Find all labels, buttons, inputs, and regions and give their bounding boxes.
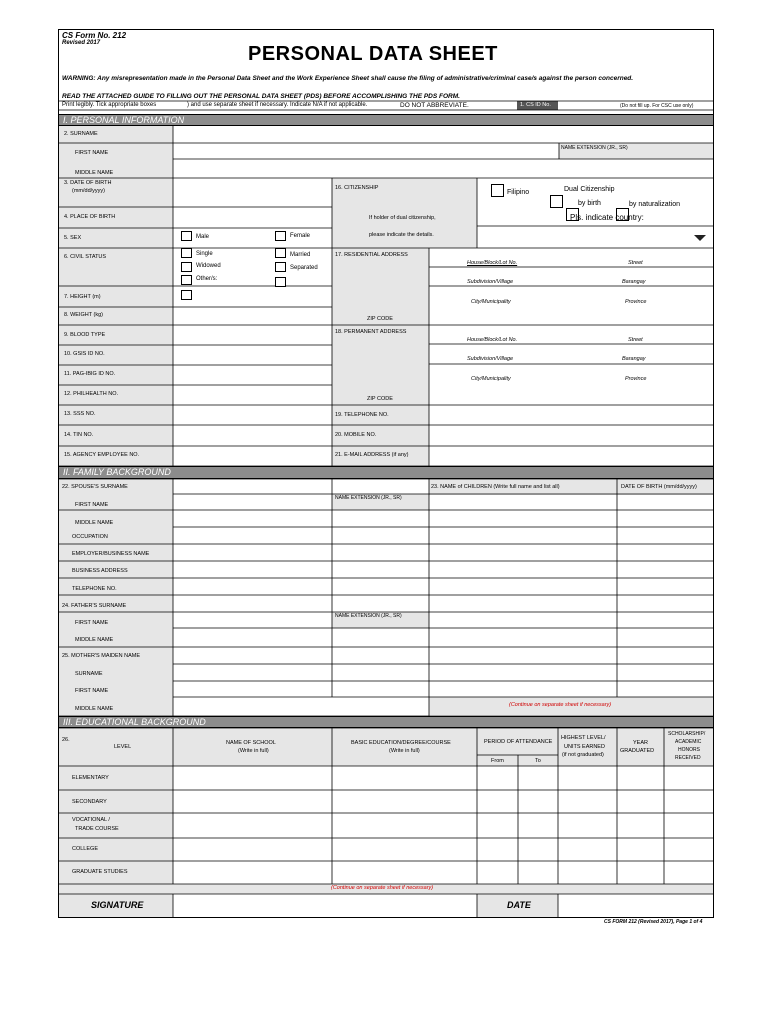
- units-earned-header: UNITS EARNED: [564, 744, 605, 750]
- education-number: 26.: [62, 737, 70, 743]
- spouse-middle-name-label: MIDDLE NAME: [75, 520, 114, 526]
- mother-maiden-name-label: 25. MOTHER'S MAIDEN NAME: [62, 653, 141, 659]
- honors-header: HONORS: [678, 747, 700, 753]
- filipino-checkbox[interactable]: [491, 184, 504, 197]
- gsis-label: 10. GSIS ID NO.: [64, 351, 105, 357]
- page-title: PERSONAL DATA SHEET: [248, 43, 498, 65]
- level-trade-course: TRADE COURSE: [75, 826, 119, 832]
- employer-label: EMPLOYER/BUSINESS NAME: [72, 551, 150, 557]
- res-house-input[interactable]: [430, 249, 712, 261]
- signature-label: SIGNATURE: [91, 900, 144, 910]
- others-checkbox[interactable]: [181, 275, 192, 285]
- res-zip-label: ZIP CODE: [367, 316, 393, 322]
- education-continue-note: (Continue on separate sheet if necessary): [331, 885, 434, 891]
- to-header: To: [535, 758, 541, 764]
- print-legibly-cont: ) and use separate sheet if necessary. Indicate N/A if not applicable.: [187, 102, 368, 108]
- do-not-abbreviate: DO NOT ABBREVIATE.: [400, 102, 469, 109]
- spouse-name-ext-label: NAME EXTENSION (JR., SR): [335, 495, 402, 501]
- level-graduate-studies: GRADUATE STUDIES: [72, 869, 128, 875]
- school-write-full: (Write in full): [238, 748, 269, 754]
- child-dob-header: DATE OF BIRTH (mm/dd/yyyy): [621, 484, 697, 490]
- res-subd-label: Subdivision/Village: [467, 279, 514, 285]
- level-header: LEVEL: [114, 744, 132, 750]
- perm-street-label: Street: [628, 337, 643, 343]
- civil-status-label: 6. CIVIL STATUS: [64, 254, 107, 260]
- first-name-label: FIRST NAME: [75, 150, 109, 156]
- middle-name-label: MIDDLE NAME: [75, 170, 114, 176]
- others-label: Other/s:: [196, 276, 218, 282]
- agency-no-label: 15. AGENCY EMPLOYEE NO.: [64, 452, 140, 458]
- agency-no-input[interactable]: [174, 447, 331, 465]
- permanent-address-label: 18. PERMANENT ADDRESS: [335, 329, 407, 335]
- mother-surname-label: SURNAME: [75, 671, 103, 677]
- pob-label: 4. PLACE OF BIRTH: [64, 214, 116, 220]
- widowed-checkbox[interactable]: [181, 262, 192, 272]
- signature-field[interactable]: [174, 895, 476, 916]
- mother-middle-name-label: MIDDLE NAME: [75, 706, 114, 712]
- weight-input[interactable]: [174, 308, 331, 324]
- course-header: BASIC EDUCATION/DEGREE/COURSE: [351, 740, 451, 746]
- cs-id-label: 1. CS ID No.: [520, 102, 551, 108]
- res-house-label: House/Block/Lot No.: [467, 260, 518, 266]
- guide-text: READ THE ATTACHED GUIDE TO FILLING OUT THE PERSONAL DATA SHEET (PDS) BEFORE ACCOMPLISHING THE PDS FORM.: [62, 93, 460, 100]
- warning-text: WARNING: Any misrepresentation made in the Personal Data Sheet and the Work Experience Sheet shall cause the filing of administrative/criminal case/s against the person concerned.: [62, 75, 634, 82]
- cs-id-input[interactable]: [558, 101, 616, 110]
- sex-label: 5. SEX: [64, 235, 82, 241]
- widowed-label: Widowed: [196, 263, 221, 269]
- philhealth-label: 12. PHILHEALTH NO.: [64, 391, 118, 397]
- section-family-background: II. FAMILY BACKGROUND: [59, 466, 713, 479]
- father-name-ext-label: NAME EXTENSION (JR., SR): [335, 613, 402, 619]
- scholarship-header: SCHOLARSHIP/: [668, 731, 706, 737]
- perm-subd-label: Subdivision/Village: [467, 356, 514, 362]
- female-checkbox[interactable]: [275, 231, 286, 241]
- married-label: Married: [290, 252, 311, 258]
- highest-level-header: HIGHEST LEVEL/: [561, 735, 606, 741]
- separated-checkbox[interactable]: [275, 262, 286, 272]
- date-label: DATE: [507, 900, 531, 910]
- level-vocational: VOCATIONAL /: [72, 817, 110, 823]
- telephone-label: 19. TELEPHONE NO.: [335, 412, 389, 418]
- telephone-no-label: TELEPHONE NO.: [72, 586, 117, 592]
- from-header: From: [491, 758, 504, 764]
- period-header: PERIOD OF ATTENDANCE: [484, 739, 553, 745]
- pagibig-label: 11. PAG-IBIG ID NO.: [64, 371, 116, 377]
- gsis-input[interactable]: [174, 346, 331, 364]
- revised-label: Revised 2017: [62, 40, 101, 46]
- indicate-country-label: Pls. indicate country:: [570, 213, 644, 222]
- country-select[interactable]: [478, 227, 712, 247]
- date-field[interactable]: [559, 895, 712, 916]
- female-label: Female: [290, 233, 311, 239]
- graduated-header: GRADUATED: [620, 748, 655, 754]
- pagibig-input[interactable]: [174, 366, 331, 384]
- form-reference: CS FORM 212 (Revised 2017), Page 1 of 4: [604, 919, 703, 925]
- by-naturalization-label: by naturalization: [629, 201, 680, 208]
- if-not-graduated: (if not graduated): [562, 752, 604, 758]
- form-number: CS Form No. 212: [62, 31, 127, 40]
- surname-label: 2. SURNAME: [64, 131, 98, 137]
- perm-province-label: Province: [625, 376, 647, 382]
- philhealth-input[interactable]: [174, 386, 331, 404]
- level-elementary: ELEMENTARY: [72, 775, 109, 781]
- single-checkbox[interactable]: [181, 248, 192, 258]
- single-label: Single: [196, 251, 213, 257]
- course-write-full: (Write in full): [389, 748, 420, 754]
- children-header: 23. NAME of CHILDREN (Write full name and list all): [431, 484, 560, 490]
- sss-input[interactable]: [174, 406, 331, 424]
- sss-label: 13. SSS NO.: [64, 411, 96, 417]
- level-college: COLLEGE: [72, 846, 98, 852]
- dual-citizenship-label: Dual Citizenship: [564, 186, 615, 193]
- perm-city-label: City/Municipality: [471, 376, 511, 382]
- business-address-label: BUSINESS ADDRESS: [72, 568, 128, 574]
- telephone-input[interactable]: [430, 406, 712, 424]
- family-continue-note: (Continue on separate sheet if necessary): [509, 702, 612, 708]
- father-middle-name-label: MIDDLE NAME: [75, 637, 114, 643]
- print-legibly: Print legibly. Tick appropriate boxes: [62, 102, 157, 108]
- married-checkbox[interactable]: [275, 248, 286, 258]
- school-header: NAME OF SCHOOL: [226, 740, 276, 746]
- weight-label: 8. WEIGHT (kg): [64, 312, 104, 318]
- separated-label: Separated: [290, 265, 318, 271]
- by-birth-label: by birth: [578, 200, 601, 207]
- perm-zip-label: ZIP CODE: [367, 396, 393, 402]
- received-header: RECEIVED: [675, 755, 701, 761]
- first-name-input[interactable]: [174, 144, 558, 158]
- father-first-name-label: FIRST NAME: [75, 620, 109, 626]
- perm-house-label: House/Block/Lot No.: [467, 337, 518, 343]
- perm-zip-input[interactable]: [430, 385, 712, 404]
- section-personal-info: I. PERSONAL INFORMATION: [59, 114, 713, 126]
- father-surname-label: 24. FATHER'S SURNAME: [62, 603, 127, 609]
- mobile-input[interactable]: [430, 426, 712, 445]
- level-secondary: SECONDARY: [72, 799, 107, 805]
- name-ext-label: NAME EXTENSION (JR., SR): [561, 145, 628, 151]
- tin-input[interactable]: [174, 426, 331, 445]
- residential-address-label: 17. RESIDENTIAL ADDRESS: [335, 252, 408, 258]
- dob-label: 3. DATE OF BIRTH: [64, 180, 112, 186]
- blood-type-input[interactable]: [174, 326, 331, 344]
- spouse-surname-input[interactable]: [174, 480, 428, 493]
- dob-format: (mm/dd/yyyy): [72, 188, 105, 194]
- mother-first-name-label: FIRST NAME: [75, 688, 109, 694]
- blood-type-label: 9. BLOOD TYPE: [64, 332, 106, 338]
- dob-input[interactable]: [174, 179, 331, 206]
- csc-use-note: (Do not fill up. For CSC use only): [620, 103, 694, 109]
- res-street-label: Street: [628, 260, 643, 266]
- surname-input[interactable]: [174, 127, 712, 142]
- academic-header: ACADEMIC: [675, 739, 702, 745]
- email-label: 21. E-MAIL ADDRESS (if any): [335, 452, 409, 458]
- height-label: 7. HEIGHT (m): [64, 294, 101, 300]
- male-checkbox[interactable]: [181, 231, 192, 241]
- male-label: Male: [196, 234, 210, 240]
- dual-citizenship-checkbox[interactable]: [550, 195, 563, 208]
- perm-barangay-label: Barangay: [622, 356, 646, 362]
- pob-input[interactable]: [174, 208, 331, 227]
- spouse-surname-label: 22. SPOUSE'S SURNAME: [62, 484, 128, 490]
- res-province-label: Province: [625, 299, 647, 305]
- mobile-label: 20. MOBILE NO.: [335, 432, 377, 438]
- if-dual-label: If holder of dual citizenship,: [369, 215, 436, 221]
- year-header: YEAR: [633, 740, 648, 746]
- filipino-label: Filipino: [507, 189, 530, 196]
- occupation-label: OCCUPATION: [72, 534, 108, 540]
- height-checkbox[interactable]: [181, 290, 192, 300]
- pls-details-label: please indicate the details.: [369, 232, 434, 238]
- res-city-label: City/Municipality: [471, 299, 511, 305]
- chevron-down-icon: [694, 235, 706, 241]
- others-input-box[interactable]: [275, 277, 286, 287]
- res-barangay-label: Barangay: [622, 279, 646, 285]
- spouse-first-name-label: FIRST NAME: [75, 502, 109, 508]
- citizenship-label: 16. CITIZENSHIP: [335, 185, 379, 191]
- middle-name-input[interactable]: [174, 160, 712, 177]
- email-input[interactable]: [430, 447, 712, 465]
- res-zip-input[interactable]: [430, 306, 712, 324]
- section-educational-background: III. EDUCATIONAL BACKGROUND: [59, 716, 713, 728]
- tin-label: 14. TIN NO.: [64, 432, 94, 438]
